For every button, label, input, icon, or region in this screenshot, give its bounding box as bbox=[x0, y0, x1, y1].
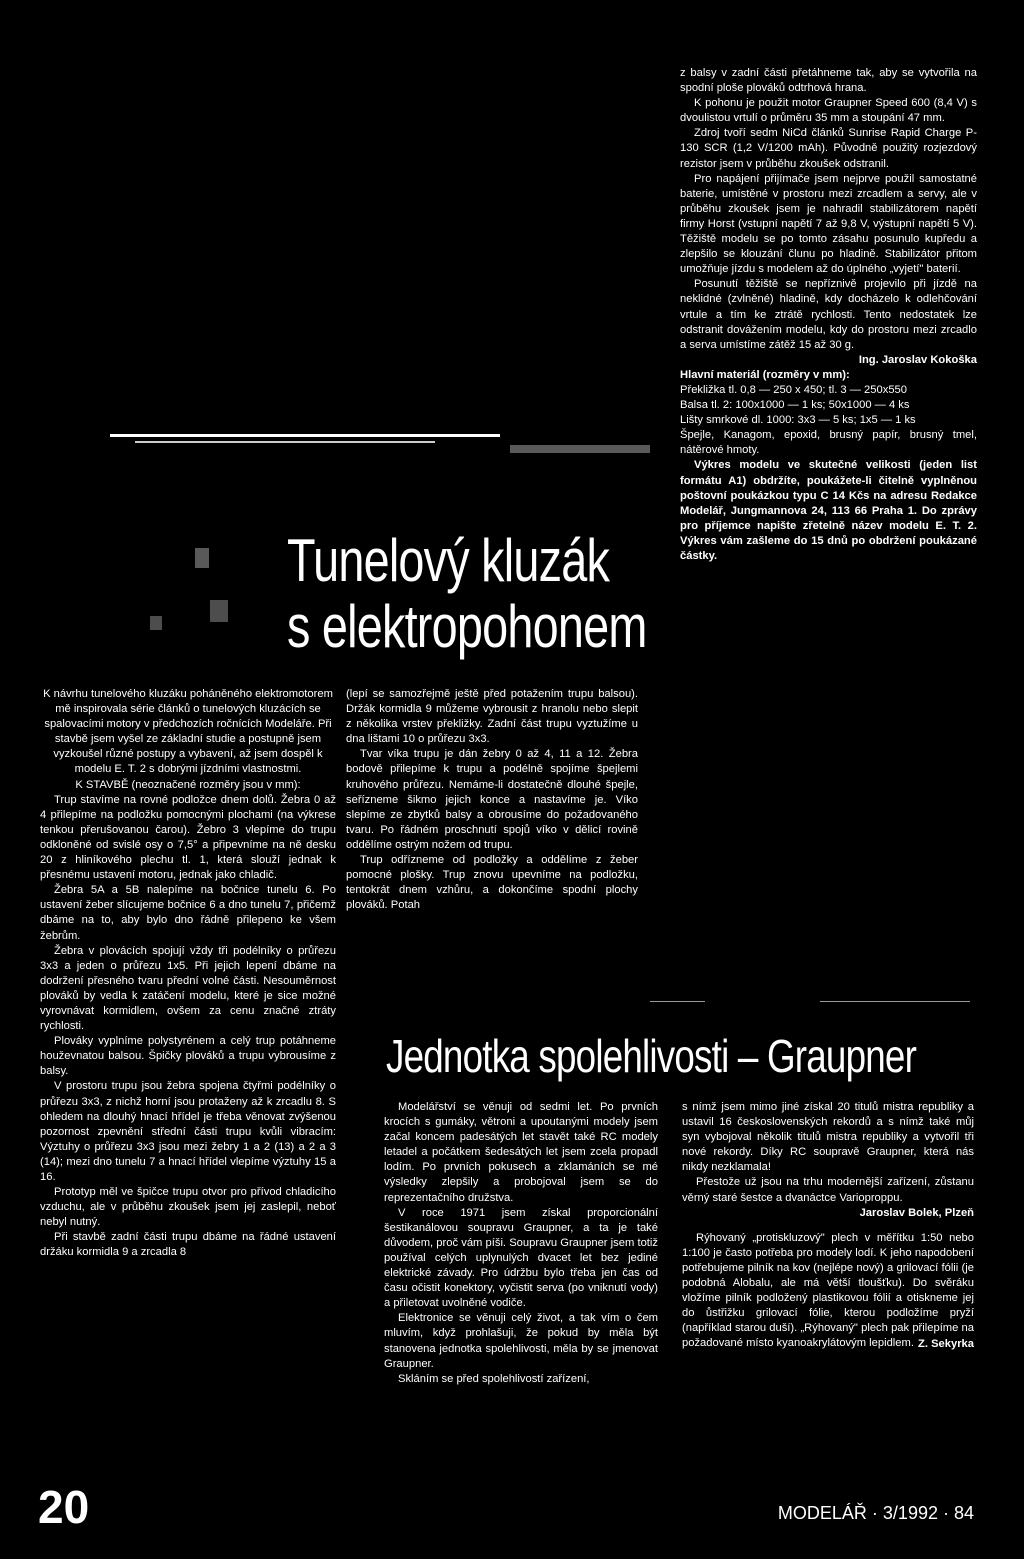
section-divider bbox=[820, 1001, 970, 1002]
paragraph: s nímž jsem mimo jiné získal 20 titulů mistra republiky a ustavil 16 československých rekordů a s nímž také můj syn vybojoval několik titulů mistra republiky a vytvořil tři nové rekordy. Díky RC soupravě Graupner, která nás nikdy nezklamala! bbox=[682, 1101, 974, 1174]
paragraph: z balsy v zadní části přetáhneme tak, aby se vytvořila na spodní ploše plováků odtrhová hrana. bbox=[680, 67, 977, 95]
materials-heading: Hlavní materiál (rozměry v mm): bbox=[680, 368, 850, 381]
materials-line: Lišty smrkové dl. 1000: 3x3 — 5 ks; 1x5 — 1 ks bbox=[680, 414, 916, 427]
author-signature: Ing. Jaroslav Kokoška bbox=[858, 353, 977, 366]
jednotka-left-column bbox=[384, 1100, 658, 1387]
materials-line: Překližka tl. 0,8 — 250 x 450; tl. 3 — 250x550 bbox=[680, 383, 907, 396]
magazine-footer: MODELÁŘ · 3/1992 · 84 bbox=[777, 1503, 974, 1523]
page-number: 20 bbox=[38, 1481, 90, 1533]
paragraph: V roce 1971 jsem získal proporcionální šestikanálovou soupravu Graupner, a ta je také důvodem, proč vám píši. Soupravu Graupner jsem totiž používal celých uplynulých dvacet let bez jediné elektrické závady. Pro údržbu bylo třeba jen čas od času očistit konektory, vyčistit serva (po vniknutí vody) a přiletovat uvolněné vodiče. bbox=[384, 1206, 658, 1310]
paragraph: Trup stavíme na rovné podložce dnem dolů. Žebra 0 až 4 přilepíme na podložku pomocnými plochami (na výkrese tenkou přerušovanou čarou). Žebro 3 vlepíme do trupu odkloněné od svislé osy o 7,5° a připevníme na ně desku 20 z hliníkového plechu tl. 1, která slouží jednak k přesnému ustavení motoru, jednak jako chladič. bbox=[40, 793, 336, 882]
intro-paragraph: K návrhu tunelového kluzáku poháněného elektromotorem mě inspirovala série článků o tunelových kluzácích se spalovacími motory v předchozích ročnících Modeláře. Při stavbě jsem vyšel ze základní studie a postupně jsem vyzkoušel různé postupy a vybavení, až jsem dospěl k modelu E. T. 2 s dobrými jízdními vlastnostmi. bbox=[43, 688, 333, 776]
photo-wake bbox=[510, 445, 650, 453]
paragraph: K pohonu je použit motor Graupner Speed 600 (8,4 V) s dvoulistou vrtulí o průměru 35 mm a stoupání 47 mm. bbox=[680, 97, 977, 125]
left-column bbox=[40, 687, 336, 1261]
photo-splash bbox=[210, 600, 228, 622]
stavbe-heading: K STAVBĚ (neoznačené rozměry jsou v mm): bbox=[75, 778, 301, 791]
paragraph: Prototyp měl ve špičce trupu otvor pro přívod chladicího vzduchu, ale v průběhu zkoušek jsem jej zaslepil, neboť nebyl nutný. bbox=[40, 1186, 336, 1229]
author-signature: Jaroslav Bolek, Plzeň bbox=[859, 1206, 974, 1219]
section-divider bbox=[650, 1001, 705, 1002]
paragraph: V prostoru trupu jsou žebra spojena čtyřmi podélníky o průřezu 3x3, z nichž horní jsou protaženy až k zrcadlu 8. S ohledem na dlouhý hnací hřídel je třeba věnovat zvýšenou pozornost zpevnění střední části trupu kvůli vibracím: Výztuhy o průřezu 3x3 jsou mezi žebry 1 a 2 (13) a 2 a 3 (14); mezi dno tunelu 7 a hnací hřídel vlepíme výztuhy 15 a 16. bbox=[40, 1080, 336, 1183]
photo-splash bbox=[150, 616, 162, 630]
author-signature: Z. Sekyrka bbox=[918, 1337, 974, 1350]
middle-column bbox=[346, 687, 638, 913]
paragraph: Pro napájení přijímače jsem nejprve použil samostatné baterie, umístěné v prostoru mezi zrcadlem a servy, ale v průběhu zkoušek jsem je nahradil stabilizátorem napětí firmy Horst (vstupní napětí 7 až 9,8 V, výstupní napětí 5 V). Těžiště modelu se po tomto zásahu posunulo kupředu a zlepšilo se klouzání člunu po hladině. Stabilizátor přitom umožňuje jízdu s modelem až do úplného „vyjetí" baterií. bbox=[680, 172, 977, 276]
photo-splash bbox=[195, 548, 209, 568]
jednotka-title: Jednotka spolehlivosti – Graupner bbox=[386, 1030, 917, 1082]
paragraph: (lepí se samozřejmě ještě před potažením trupu balsou). Držák kormidla 9 můžeme vybrousit z hranolu nebo slepit z několika vrstev překližky. Zadní část trupu vyztužíme u dna lištami 10 o průřezu 3x3. bbox=[346, 688, 638, 746]
paragraph: Posunutí těžiště se nepříznivě projevilo při jízdě na neklidné (zvlněné) hladině, kdy docházelo k odlehčování vrtule a tím ke ztrátě rychlosti. Tento nedostatek lze odstranit dovážením modelu, kdy do prostoru mezi zrcadlo a serva umístíme zátěž 15 až 30 g. bbox=[680, 278, 977, 351]
paragraph: Žebra v plovácích spojují vždy tři podélníky o průřezu 3x3 a jeden o průřezu 1x5. Při jejich lepení dbáme na dodržení přesného tvaru přední volné části. Nesouměrnost plováků by vedla k zatáčení modelu, které je sice možné vyrovnávat kormidlem, ovšem za cenu značné ztráty rychlosti. bbox=[40, 944, 336, 1033]
paragraph: Při stavbě zadní části trupu dbáme na řádné ustavení držáku kormidla 9 a zrcadla 8 bbox=[40, 1231, 336, 1259]
top-right-column bbox=[680, 66, 977, 564]
photo-horizon-line bbox=[135, 441, 435, 443]
ryhovany-paragraph: Rýhovaný „protiskluzový" plech v měřítku 1:50 nebo 1:100 je často potřeba pro modely lodí. K jeho napodobení potřebujeme pilník na kov (nejlépe nový) a grilovací fólii (je podobná Alobalu, ale má větší tloušťku). Do svěráku vložíme pilník podložený plastikovou fólií a otiskneme jej do ůstřižku grilovací fólie, kterou podložíme pryží (například starou duší). „Rýhovaný" plech pak přilepíme na požadované místo kyanoakrylátovým lepidlem. bbox=[682, 1231, 974, 1350]
paragraph: Zdroj tvoří sedm NiCd článků Sunrise Rapid Charge P-130 SCR (1,2 V/1200 mAh). Původně použitý rozjezdový rezistor jsem v průběhu zkoušek odstranil. bbox=[680, 127, 977, 170]
paragraph: Elektronice se věnuji celý život, a tak vím o čem mluvím, když prohlašuji, že pokud by měla být stanovena jednotka spolehlivosti, měla by se jmenovat Graupner. bbox=[384, 1312, 658, 1370]
paragraph: Trup odřízneme od podložky a oddělíme z žeber pomocné plošky. Trup znovu upevníme na podložku, tentokrát dnem vzhůru, a dokončíme spodní plochy plováků. Potah bbox=[346, 854, 638, 912]
paragraph: Žebra 5A a 5B nalepíme na bočnice tunelu 6. Po ustavení žeber slícujeme bočnice 6 a dno tunelu 7, přičemž dbáme na to, aby bylo dno řádně přilepeno ke všem žebrům. bbox=[40, 884, 336, 942]
order-note: Výkres modelu ve skutečné velikosti (jeden list formátu A1) obdržíte, poukážete-li čitelně vyplněnou poštovní poukázkou typu C 14 Kčs na adresu Redakce Modelář, Jungmannova 24, 113 66 Praha 1. Do zprávy pro příjemce napište zřetelně název modelu E. T. 2. Výkres vám zašleme do 15 dnů po obdržení poukázané částky. bbox=[680, 459, 977, 562]
article-title-line1: Tunelový kluzák bbox=[287, 527, 610, 594]
paragraph: Modelářství se věnuji od sedmi let. Po prvních krocích s gumáky, větroni a upoutanými modely jsem začal koncem padesátých let stavět také RC modely letadel a počátkem šedesátých let jsem zcela propadl lodím. Po prvních pokusech a zklamáních se mé výsledky zlepšily a probojoval jsem se do reprezentačního družstva. bbox=[384, 1101, 658, 1204]
jednotka-right-column bbox=[682, 1100, 974, 1352]
materials-line: Špejle, Kanagom, epoxid, brusný papír, brusný tmel, nátěrové hmoty. bbox=[680, 429, 977, 457]
paragraph: Plovákу vyplníme polystyrénem a celý trup potáhneme houževnatou balsou. Špičky plováků a trupu vybrousíme z balsy. bbox=[40, 1035, 336, 1078]
paragraph: Tvar víka trupu je dán žebry 0 až 4, 11 a 12. Žebra bodově přilepíme k trupu a podélně spojíme špejlemi kruhového průřezu. Nemáme-li dostatečně dlouhé špejle, seříznеme šikmo jejich konce a nastavíme je. Víko slepíme ze zbytků balsy a obrousíme do požadovaného tvaru. Po řádném proschnutí spojů víko v dělicí rovině oddělíme ostrým nožem od trupu. bbox=[346, 748, 638, 851]
paragraph: Přestože už jsou na trhu modernější zařízení, zůstanu věrný staré šestce a dvanáctce Varioproppu. bbox=[682, 1176, 974, 1204]
photo-horizon-line bbox=[110, 434, 500, 437]
paragraph: Skláním se před spolehlivostí zařízení, bbox=[398, 1372, 590, 1385]
materials-line: Balsa tl. 2: 100x1000 — 1 ks; 50x1000 — 4 ks bbox=[680, 399, 910, 412]
article-title-line2: s elektropohonem bbox=[287, 593, 647, 660]
